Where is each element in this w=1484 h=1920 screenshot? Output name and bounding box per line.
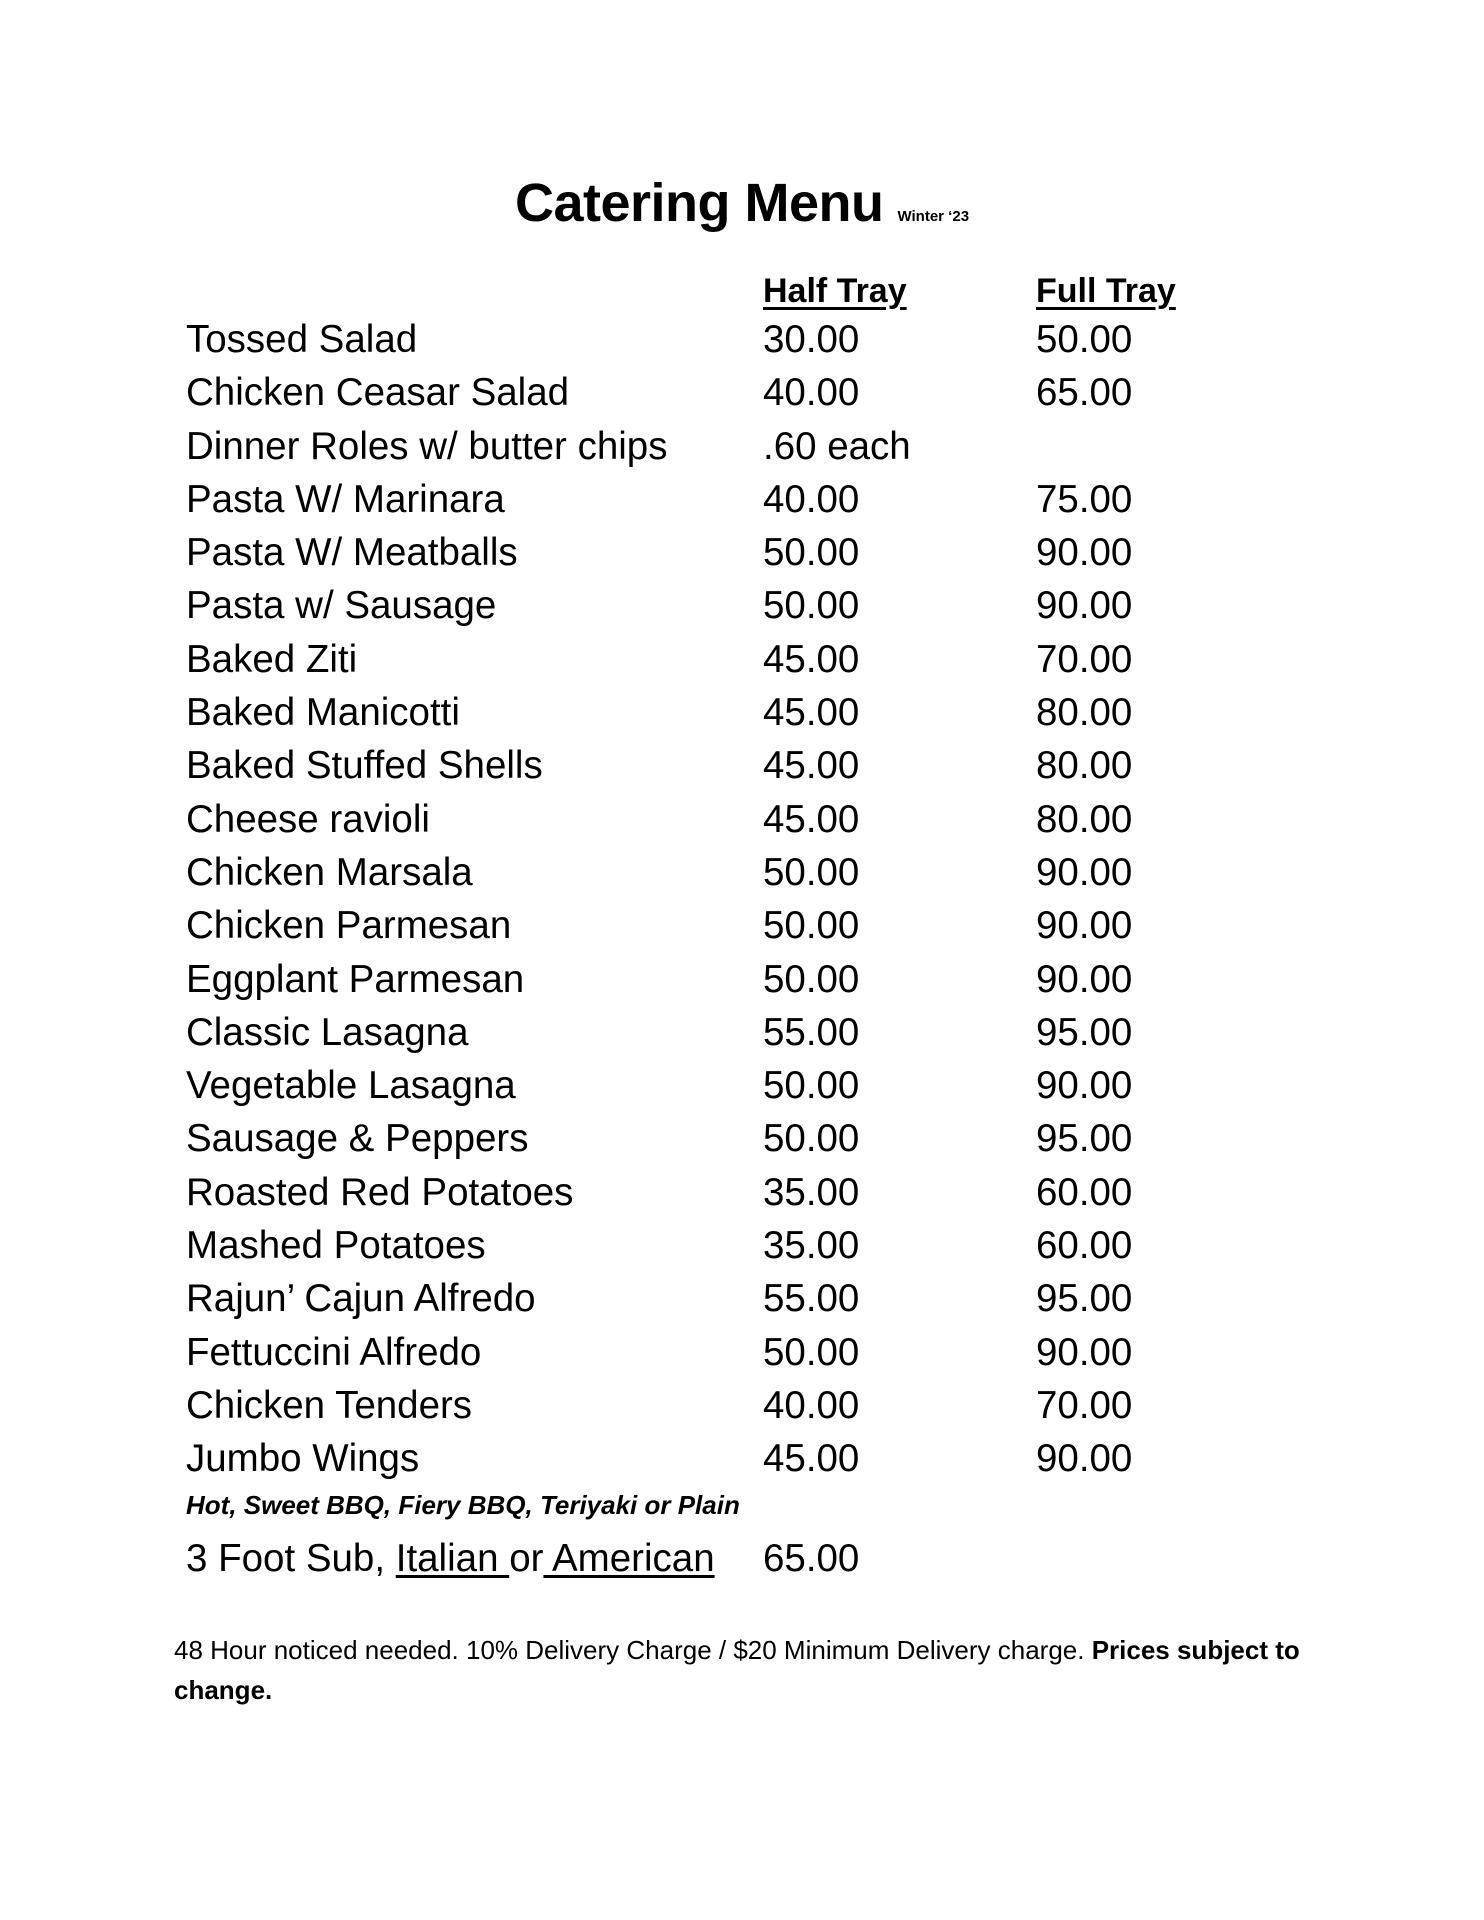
- menu-item: [0, 371, 1484, 424]
- item-name: Mashed Potatoes: [186, 1224, 486, 1268]
- full-tray-price: 70.00: [1036, 1383, 1133, 1427]
- half-tray-header: Half Tray: [763, 272, 907, 310]
- half-tray-price: 40.00: [763, 371, 860, 415]
- page-title: Catering Menu: [514, 173, 884, 233]
- menu-item: [0, 851, 1484, 904]
- sub-option-american: American: [543, 1537, 715, 1580]
- menu-item: [0, 1011, 1484, 1064]
- item-name: Classic Lasagna: [186, 1010, 469, 1054]
- full-tray-price: 60.00: [1036, 1170, 1133, 1214]
- full-tray-price: 90.00: [1036, 1437, 1133, 1481]
- full-tray-price: 90.00: [1036, 531, 1133, 575]
- full-tray-price: 65.00: [1036, 371, 1133, 415]
- menu-item: [0, 798, 1484, 851]
- footer-bold-text: Prices subject to change.: [174, 1635, 1300, 1705]
- half-tray-price: 45.00: [763, 691, 860, 735]
- half-tray-price: 35.00: [763, 1224, 860, 1268]
- item-name: Fettuccini Alfredo: [186, 1330, 482, 1374]
- item-name: Eggplant Parmesan: [186, 957, 525, 1001]
- item-name: Tossed Salad: [186, 318, 418, 361]
- item-name: Roasted Red Potatoes: [186, 1170, 574, 1214]
- item-name: Chicken Parmesan: [186, 904, 512, 948]
- full-tray-header: Full Tray: [1036, 272, 1176, 310]
- menu-item: [0, 1384, 1484, 1437]
- full-tray-price: 80.00: [1036, 797, 1133, 841]
- full-tray-price: 90.00: [1036, 1330, 1133, 1374]
- menu-item: [0, 958, 1484, 1011]
- menu-item: [0, 1171, 1484, 1224]
- half-tray-price: 50.00: [763, 850, 860, 894]
- half-tray-price: 35.00: [763, 1170, 860, 1214]
- season-label: Winter ‘23: [897, 208, 970, 225]
- full-tray-price: 95.00: [1036, 1277, 1133, 1321]
- item-name: Sausage & Peppers: [186, 1117, 529, 1161]
- half-tray-price: 45.00: [763, 744, 860, 788]
- title-block: [0, 172, 1484, 234]
- item-name: Dinner Roles w/ butter chips: [186, 424, 668, 468]
- half-tray-price: 50.00: [763, 584, 860, 628]
- half-tray-price: 45.00: [763, 1437, 860, 1481]
- item-name: Baked Manicotti: [186, 691, 460, 735]
- full-tray-price: 95.00: [1036, 1010, 1133, 1054]
- half-tray-price: 50.00: [763, 1117, 860, 1161]
- half-tray-price: 30.00: [763, 318, 860, 361]
- full-tray-price: 90.00: [1036, 957, 1133, 1001]
- menu-item: [0, 425, 1484, 478]
- item-name: Vegetable Lasagna: [186, 1064, 516, 1108]
- half-tray-price: 50.00: [763, 904, 860, 948]
- footer-text: 48 Hour noticed needed. 10% Delivery Charge / $20 Minimum Delivery charge.: [174, 1635, 1092, 1665]
- half-tray-price: 50.00: [763, 1064, 860, 1108]
- menu-item: [0, 1437, 1484, 1490]
- half-tray-price: .60 each: [763, 424, 911, 468]
- item-name: Baked Ziti: [186, 637, 358, 681]
- menu-item: [0, 638, 1484, 691]
- item-name: Chicken Tenders: [186, 1383, 473, 1427]
- menu-item: [0, 1277, 1484, 1330]
- full-tray-price: 90.00: [1036, 584, 1133, 628]
- full-tray-price: 90.00: [1036, 850, 1133, 894]
- half-tray-price: 50.00: [763, 1330, 860, 1374]
- sub-item-name: [186, 1537, 715, 1581]
- menu-item: [0, 584, 1484, 637]
- half-tray-price: 40.00: [763, 1383, 860, 1427]
- full-tray-price: 95.00: [1036, 1117, 1133, 1161]
- half-tray-price: 45.00: [763, 637, 860, 681]
- sub-or: or: [509, 1537, 544, 1580]
- menu-item: [0, 744, 1484, 797]
- half-tray-price: 50.00: [763, 957, 860, 1001]
- footer-note: [174, 1630, 1314, 1710]
- item-name: Jumbo Wings: [186, 1437, 420, 1481]
- item-name: Chicken Ceasar Salad: [186, 371, 570, 415]
- full-tray-price: 80.00: [1036, 691, 1133, 735]
- item-name: Rajun’ Cajun Alfredo: [186, 1277, 536, 1321]
- sub-option-italian: Italian: [395, 1537, 510, 1580]
- menu-item: [0, 1331, 1484, 1384]
- item-name: Pasta W/ Marinara: [186, 477, 505, 521]
- item-name: Pasta w/ Sausage: [186, 584, 497, 628]
- item-name: Baked Stuffed Shells: [186, 744, 543, 788]
- menu-item: [0, 691, 1484, 744]
- sub-menu-item: [0, 1537, 1484, 1593]
- sub-price: 65.00: [763, 1537, 860, 1580]
- item-name: Pasta W/ Meatballs: [186, 531, 518, 575]
- full-tray-price: 75.00: [1036, 477, 1133, 521]
- full-tray-price: 90.00: [1036, 904, 1133, 948]
- menu-item: [0, 531, 1484, 584]
- half-tray-price: 45.00: [763, 797, 860, 841]
- menu-item: [0, 904, 1484, 957]
- half-tray-price: 55.00: [763, 1010, 860, 1054]
- item-name: Chicken Marsala: [186, 850, 473, 894]
- menu-list: [0, 318, 1484, 1491]
- item-name: Cheese ravioli: [186, 797, 430, 841]
- menu-item: [0, 1117, 1484, 1170]
- menu-item: [0, 1224, 1484, 1277]
- menu-item: [0, 478, 1484, 531]
- full-tray-price: 90.00: [1036, 1064, 1133, 1108]
- half-tray-price: 55.00: [763, 1277, 860, 1321]
- half-tray-price: 50.00: [763, 531, 860, 575]
- menu-item: [0, 318, 1484, 371]
- full-tray-price: 60.00: [1036, 1224, 1133, 1268]
- full-tray-price: 80.00: [1036, 744, 1133, 788]
- half-tray-price: 40.00: [763, 477, 860, 521]
- full-tray-price: 50.00: [1036, 318, 1133, 361]
- sub-prefix: 3 Foot Sub,: [186, 1537, 396, 1580]
- full-tray-price: 70.00: [1036, 637, 1133, 681]
- wings-flavors-note: Hot, Sweet BBQ, Fiery BBQ, Teriyaki or Plain: [186, 1490, 740, 1520]
- menu-item: [0, 1064, 1484, 1117]
